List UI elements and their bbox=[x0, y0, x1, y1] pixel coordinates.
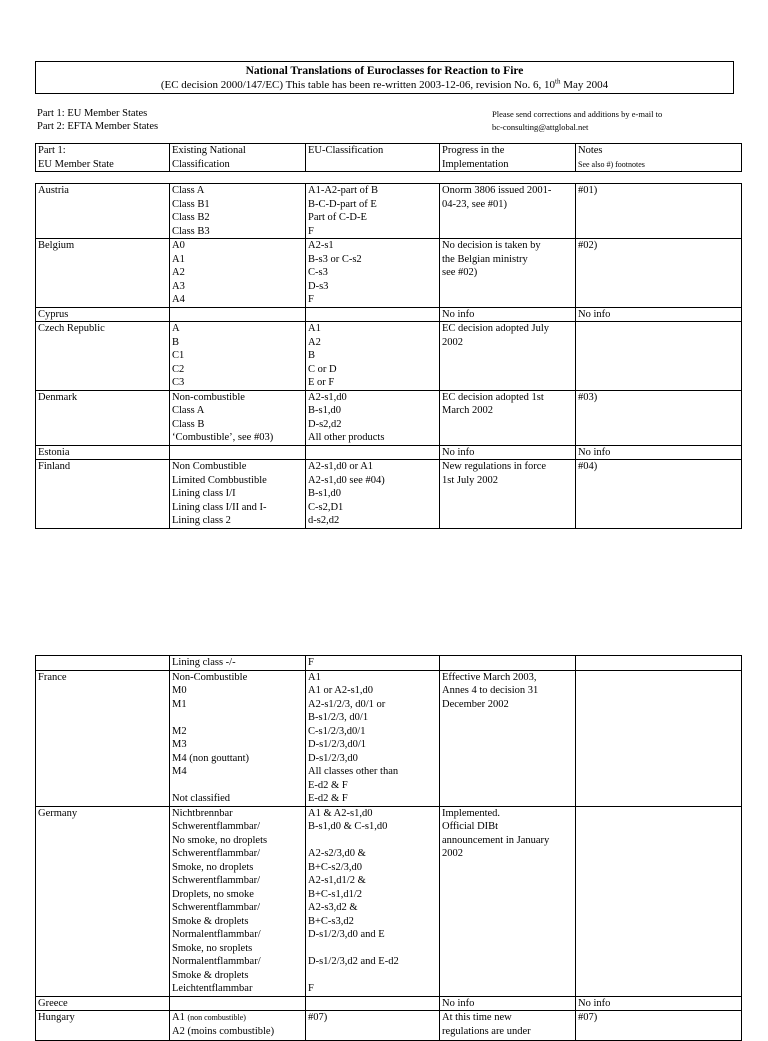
progress-cell bbox=[440, 656, 576, 671]
header-country: Part 1: EU Member State bbox=[36, 144, 170, 172]
table-row bbox=[36, 445, 742, 460]
notes-cell: #02) bbox=[576, 239, 742, 308]
country-cell: Austria bbox=[36, 184, 170, 239]
country-cell bbox=[36, 656, 170, 671]
eu-cell: A2-s1 B-s3 or C-s2 C-s3 D-s3 F bbox=[306, 239, 440, 308]
subtitle-text: (EC decision 2000/147/EC) This table has been re-written 2003-12-06, revision No. 6, 10 bbox=[160, 79, 556, 91]
table-row bbox=[36, 239, 742, 308]
eu-cell: A1 & A2-s1,d0 B-s1,d0 & C-s1,d0 A2-s2/3,d0 & B+C-s2/3,d0 A2-s1,d1/2 & B+C-s1,d1/2 A2-s3,d2 & B+C-s3,d2 D-s1/2/3,d0 and E D-s1/2/3,d2 and E-d2 F bbox=[306, 806, 440, 996]
eu-cell: A2-s1,d0 or A1 A2-s1,d0 see #04) B-s1,d0 C-s2,D1 d-s2,d2 bbox=[306, 460, 440, 529]
notes-cell bbox=[576, 322, 742, 391]
contact-email[interactable]: bc-consulting@attglobal.net bbox=[492, 122, 589, 132]
header-row bbox=[36, 144, 742, 172]
table-row bbox=[36, 656, 742, 671]
contact-note bbox=[492, 108, 662, 134]
contact-text: Please send corrections and additions by e-mail to bbox=[492, 109, 663, 119]
national-cell: Nichtbrennbar Schwerentflammbar/ No smoke, no droplets Schwerentflammbar/ Smoke, no droplets Schwerentflammbar/ Droplets, no smoke Schwerentflammbar/ Smoke & droplets Normalentflammbar/ Smoke, no sroplets Normalentflammbar/ Smoke & droplets Leichtentflammbar bbox=[170, 806, 306, 996]
table-row bbox=[36, 1011, 742, 1041]
eu-cell: #07) bbox=[306, 1011, 440, 1041]
progress-cell: Implemented. Official DIBt announcement in January 2002 bbox=[440, 806, 576, 996]
page1-table bbox=[35, 183, 742, 529]
table-row bbox=[36, 390, 742, 445]
notes-cell: No info bbox=[576, 996, 742, 1011]
page2-table bbox=[35, 655, 742, 1041]
subtitle-superscript: th bbox=[555, 77, 561, 86]
national-cell bbox=[170, 445, 306, 460]
document-title: National Translations of Euroclasses for Reaction to Fire bbox=[245, 65, 524, 77]
notes-cell: No info bbox=[576, 307, 742, 322]
table-row bbox=[36, 322, 742, 391]
country-cell: Hungary bbox=[36, 1011, 170, 1041]
country-cell: Germany bbox=[36, 806, 170, 996]
country-cell: France bbox=[36, 670, 170, 806]
subtitle-text-end: May 2004 bbox=[560, 79, 609, 91]
progress-cell: New regulations in force 1st July 2002 bbox=[440, 460, 576, 529]
eu-cell: F bbox=[306, 656, 440, 671]
part-2-label: Part 2: EFTA Member States bbox=[37, 121, 159, 132]
eu-cell: A1 A2 B C or D E or F bbox=[306, 322, 440, 391]
country-cell: Cyprus bbox=[36, 307, 170, 322]
country-cell: Estonia bbox=[36, 445, 170, 460]
header-table bbox=[35, 143, 742, 172]
notes-cell: #04) bbox=[576, 460, 742, 529]
table-row bbox=[36, 460, 742, 529]
national-small-text: (non combustible) bbox=[187, 1013, 246, 1022]
eu-cell: A2-s1,d0 B-s1,d0 D-s2,d2 All other products bbox=[306, 390, 440, 445]
notes-cell bbox=[576, 806, 742, 996]
progress-cell: No info bbox=[440, 307, 576, 322]
national-cell: A0 A1 A2 A3 A4 bbox=[170, 239, 306, 308]
progress-cell: Effective March 2003, Annes 4 to decision 31 December 2002 bbox=[440, 670, 576, 806]
national-cell: A B C1 C2 C3 bbox=[170, 322, 306, 391]
header-eu: EU-Classification bbox=[306, 144, 440, 172]
document-subtitle bbox=[36, 78, 733, 92]
header-notes-label: Notes bbox=[578, 145, 603, 156]
table-row bbox=[36, 307, 742, 322]
table-row bbox=[36, 996, 742, 1011]
eu-cell bbox=[306, 445, 440, 460]
notes-cell: No info bbox=[576, 445, 742, 460]
table-row bbox=[36, 670, 742, 806]
part-1-label: Part 1: EU Member States bbox=[37, 108, 148, 119]
national-text: A1 bbox=[172, 1012, 188, 1023]
notes-cell: #03) bbox=[576, 390, 742, 445]
national-cell bbox=[170, 996, 306, 1011]
table-row bbox=[36, 184, 742, 239]
progress-cell: EC decision adopted July 2002 bbox=[440, 322, 576, 391]
eu-cell bbox=[306, 307, 440, 322]
national-cell: Class A Class B1 Class B2 Class B3 bbox=[170, 184, 306, 239]
country-cell: Finland bbox=[36, 460, 170, 529]
progress-cell: At this time new regulations are under bbox=[440, 1011, 576, 1041]
eu-cell: A1 A1 or A2-s1,d0 A2-s1/2/3, d0/1 or B-s1/2/3, d0/1 C-s1/2/3,d0/1 D-s1/2/3,d0/1 D-s1/2/3,d0 All classes other than E-d2 & F E-d2 & F bbox=[306, 670, 440, 806]
table-row bbox=[36, 806, 742, 996]
national-cell bbox=[170, 307, 306, 322]
progress-cell: No decision is taken by the Belgian ministry see #02) bbox=[440, 239, 576, 308]
progress-cell: Onorm 3806 issued 2001- 04-23, see #01) bbox=[440, 184, 576, 239]
country-cell: Denmark bbox=[36, 390, 170, 445]
national-cell: Non Combustible Limited Combbustible Lining class I/I Lining class I/II and I- Lining class 2 bbox=[170, 460, 306, 529]
header-national: Existing National Classification bbox=[170, 144, 306, 172]
national-cell: Non-combustible Class A Class B ‘Combustible’, see #03) bbox=[170, 390, 306, 445]
country-cell: Czech Republic bbox=[36, 322, 170, 391]
progress-cell: EC decision adopted 1st March 2002 bbox=[440, 390, 576, 445]
notes-cell bbox=[576, 656, 742, 671]
document-title-box bbox=[35, 61, 734, 94]
national-cell: Lining class -/- bbox=[170, 656, 306, 671]
national-cell: Non-Combustible M0 M1 M2 M3 M4 (non gouttant) M4 Not classified bbox=[170, 670, 306, 806]
eu-cell: A1-A2-part of B B-C-D-part of E Part of C-D-E F bbox=[306, 184, 440, 239]
notes-cell: #01) bbox=[576, 184, 742, 239]
country-cell: Greece bbox=[36, 996, 170, 1011]
header-notes-small: See also #) footnotes bbox=[578, 159, 645, 169]
notes-cell: #07) bbox=[576, 1011, 742, 1041]
national-text-2: A2 (moins combustible) bbox=[172, 1025, 275, 1037]
national-cell bbox=[170, 1011, 306, 1041]
notes-cell bbox=[576, 670, 742, 806]
progress-cell: No info bbox=[440, 996, 576, 1011]
header-notes bbox=[576, 144, 742, 172]
country-cell: Belgium bbox=[36, 239, 170, 308]
eu-cell bbox=[306, 996, 440, 1011]
progress-cell: No info bbox=[440, 445, 576, 460]
header-progress: Progress in the Implementation bbox=[440, 144, 576, 172]
parts-list bbox=[37, 107, 158, 133]
